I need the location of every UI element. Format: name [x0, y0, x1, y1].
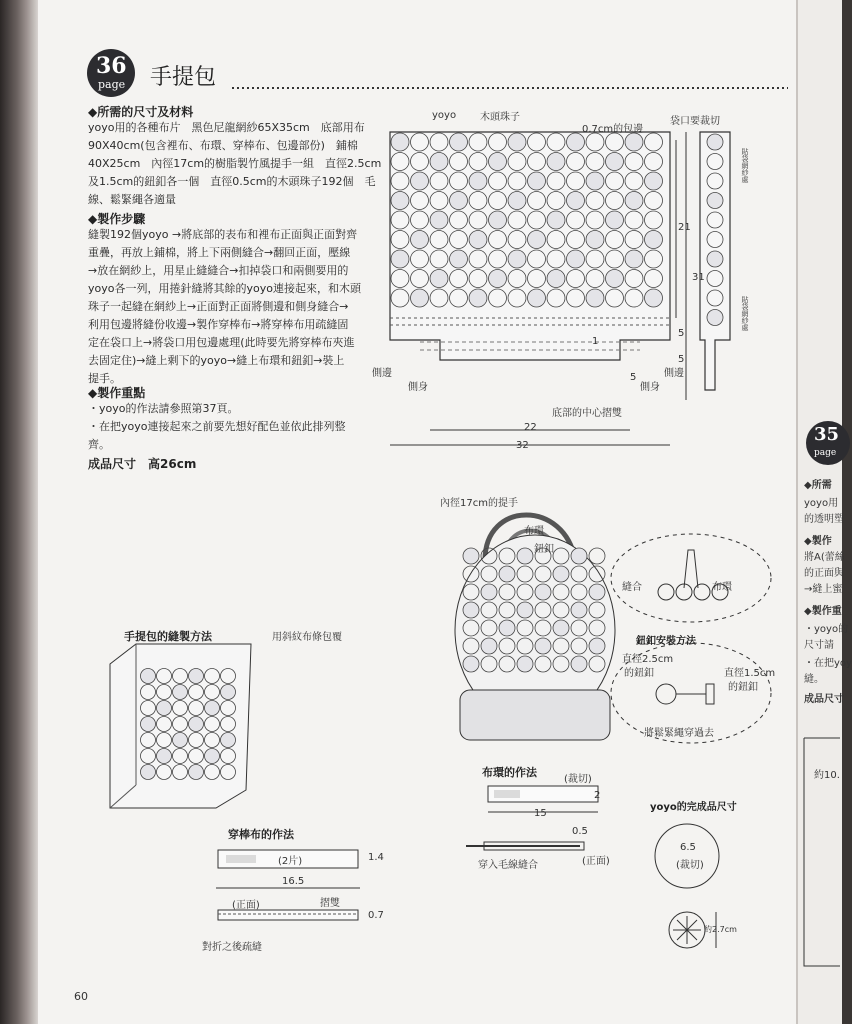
next-frag-10: 尺寸請	[804, 640, 834, 651]
yoyo-circle	[430, 153, 448, 171]
yoyo-circle	[508, 250, 526, 268]
loop-d15: 15	[534, 808, 547, 819]
next-frag-3: 的透明塑	[804, 514, 844, 525]
label-stitch: 縫合	[622, 582, 642, 593]
yoyo-circle	[391, 192, 409, 210]
yoyo-circle	[547, 153, 565, 171]
yoyo-circle	[189, 669, 204, 684]
label-d25b: 的鈕釦	[624, 668, 654, 679]
yoyo-circle	[645, 231, 663, 249]
book-spine	[0, 0, 38, 1024]
dim-21: 21	[678, 222, 691, 233]
yoyo-circle	[508, 192, 526, 210]
yoyo-circle	[469, 231, 487, 249]
yoyo-circle	[707, 251, 723, 267]
yoyo-circle	[535, 638, 551, 654]
loop-d2: 2	[594, 790, 601, 801]
yoyo-circle	[469, 289, 487, 307]
materials-heading: ◆所需的尺寸及材料	[88, 105, 194, 119]
yoyo-circle	[567, 133, 585, 151]
rod-d14: 1.4	[368, 852, 384, 863]
yoyo-circle	[173, 685, 188, 700]
yoyo-circle	[645, 289, 663, 307]
yoyo-circle	[707, 310, 723, 326]
yoyo-circle	[391, 133, 409, 151]
rod-note: 對折之後疏縫	[202, 942, 262, 953]
page-title: 手提包	[150, 65, 217, 90]
yoyo-circle	[571, 602, 587, 618]
next-frag-1: ◆所需	[804, 480, 832, 491]
label-mesh-top: 貼袋網紗處	[741, 148, 749, 183]
yoyo-circle	[567, 192, 585, 210]
label-bead: 木頭珠子	[480, 112, 520, 123]
yoyo-circle	[535, 584, 551, 600]
yoyo-circle	[489, 211, 507, 229]
next-frag-11: ・在把yoy	[804, 658, 852, 669]
yoyo-circle	[589, 548, 605, 564]
sewing-diagram	[106, 640, 256, 810]
loop-front: (正面)	[582, 856, 610, 867]
yoyo-circle	[547, 211, 565, 229]
label-yoyo: yoyo	[432, 110, 457, 121]
yoyo-circle	[517, 602, 533, 618]
label-button: 鈕釦	[534, 544, 554, 555]
yoyo-circle	[157, 749, 172, 764]
label-d25: 直徑2.5cm	[622, 654, 674, 665]
yoyo-circle	[141, 669, 156, 684]
yoyo-circle	[606, 270, 624, 288]
yoyo-circle	[606, 153, 624, 171]
points-text: ・yoyo的作法請參照第37頁。 ・在把yoyo連接起來之前要先想好配色並依此排列整 齊。	[88, 402, 346, 451]
loop-d05: 0.5	[572, 826, 588, 837]
yoyo-circle	[606, 211, 624, 229]
rod-pieces: (2片)	[278, 856, 303, 867]
loop-cut: (裁切)	[564, 774, 592, 785]
dim-1: 1	[592, 336, 599, 347]
next-frag-9: ・yoyo的	[804, 624, 849, 635]
label-cut-opening: 袋口要裁切	[670, 116, 720, 127]
yoyo-circle	[589, 584, 605, 600]
yoyo-circle	[553, 566, 569, 582]
label-gusset-left: 側身	[408, 382, 428, 393]
yoyo-circle	[157, 701, 172, 716]
yoyo-circle	[528, 172, 546, 190]
yoyo-circle	[450, 192, 468, 210]
yoyo-circle	[571, 656, 587, 672]
yoyo-circle	[173, 733, 188, 748]
label-mesh-bottom: 貼袋網紗處	[741, 296, 749, 331]
yoyo-circle	[707, 193, 723, 209]
rod-title: 穿棒布的作法	[228, 828, 294, 841]
label-side-left: 側邊	[372, 368, 392, 379]
label-elastic: 將鬆緊繩穿過去	[644, 728, 714, 739]
dim-31: 31	[692, 272, 705, 283]
yoyo-circle	[189, 717, 204, 732]
label-bias: 用斜紋布條包覆	[272, 632, 342, 643]
yoyo-circle	[508, 133, 526, 151]
page-badge-word: page	[98, 78, 126, 91]
yoyo-circle	[221, 733, 236, 748]
yoyo-circle	[625, 192, 643, 210]
yoyo-circle	[625, 250, 643, 268]
yoyo-circle	[586, 289, 604, 307]
yoyo-circle	[499, 566, 515, 582]
dim-22: 22	[524, 422, 537, 433]
dim-32: 32	[516, 440, 529, 451]
yoyo-circle	[571, 548, 587, 564]
next-frag-8: ◆製作重	[804, 606, 842, 617]
label-d15b: 的鈕釦	[728, 682, 758, 693]
rod-fold: 摺雙	[320, 898, 340, 909]
yoyo-d65: 6.5	[680, 842, 696, 853]
loop-title: 布環的作法	[482, 766, 537, 779]
next-frag-7: →縫上蜜	[804, 584, 843, 595]
yoyo-circle	[411, 172, 429, 190]
yoyo-circle	[517, 656, 533, 672]
steps-text: 縫製192個yoyo →將底部的表布和裡布正面與正面對齊 重疊，再放上鋪棉，將上下兩側縫合→翻回正面，壓線 →放在網紗上，用星止縫縫合→扣掉袋口和兩側要用的 yoyo各一列，用捲針縫將其餘的yoyo連接起來，和木頭 珠子一起縫在網紗上→正面對正面將側邊和側身縫合→ 利用包邊將縫份收邊→製作穿棒布→將穿棒布用疏縫固 定在袋口上→將袋口用包邊處理(此時要先將穿棒布夾進 去固定住)→縫上剩下的yoyo→縫上布環和鈕釦→裝上 提手。	[88, 228, 361, 385]
yoyo-circle	[589, 638, 605, 654]
yoyo-circle	[499, 620, 515, 636]
yoyo-circle	[391, 250, 409, 268]
yoyo-cut: (裁切)	[676, 860, 704, 871]
next-frag-4: ◆製作	[804, 536, 832, 547]
label-loop-2: 布環	[712, 582, 732, 593]
yoyo-circle	[586, 172, 604, 190]
label-binding: 0.7cm的包邊	[582, 124, 644, 135]
next-frag-2: yoyo用	[804, 498, 839, 509]
yoyo-circle	[489, 270, 507, 288]
yoyo-circle	[645, 172, 663, 190]
yoyo-size-diagram	[652, 820, 742, 960]
rod-d07: 0.7	[368, 910, 384, 921]
yoyo-circle	[463, 656, 479, 672]
sewing-title: 手提包的縫製方法	[124, 630, 212, 643]
page-badge-number: 36	[96, 53, 127, 79]
yoyo-circle	[625, 133, 643, 151]
label-side-right: 側邊	[664, 368, 684, 379]
rod-d165: 16.5	[282, 876, 305, 887]
next-frag-14: 約10.	[814, 770, 840, 781]
yoyo-circle	[489, 153, 507, 171]
yoyo-circle	[205, 701, 220, 716]
label-loop: 布環	[524, 526, 544, 537]
label-center-fold: 底部的中心摺雙	[552, 408, 622, 419]
label-handle: 內徑17cm的提手	[440, 498, 518, 509]
button-method-title: 鈕釦安裝方法	[636, 636, 696, 647]
yoyo-size-title: yoyo的完成品尺寸	[650, 802, 737, 813]
yoyo-circle	[567, 250, 585, 268]
yoyo-circle	[517, 548, 533, 564]
next-frag-5: 將A(蕾絲	[804, 552, 845, 563]
yoyo-circle	[221, 685, 236, 700]
yoyo-d27: 約2.7cm	[704, 925, 737, 934]
next-frag-13: 成品尺寸	[804, 694, 844, 705]
yoyo-circle	[547, 270, 565, 288]
yoyo-circle	[450, 133, 468, 151]
yoyo-circle	[707, 134, 723, 150]
finished-size: 成品尺寸 高26cm	[88, 457, 197, 471]
loop-thread: 穿入毛線縫合	[478, 860, 538, 871]
yoyo-circle	[189, 765, 204, 780]
label-gusset-right: 側身	[640, 382, 660, 393]
yoyo-circle	[141, 765, 156, 780]
points-heading: ◆製作重點	[88, 386, 146, 400]
page-number: 60	[74, 990, 88, 1003]
yoyo-circle	[430, 270, 448, 288]
rod-front: (正面)	[232, 900, 260, 911]
steps-heading: ◆製作步驟	[88, 212, 146, 226]
yoyo-circle	[430, 211, 448, 229]
label-d15: 直徑1.5cm	[724, 668, 776, 679]
yoyo-circle	[411, 289, 429, 307]
dim-5-c: 5	[630, 372, 637, 383]
next-page-word: page	[814, 448, 837, 458]
yoyo-circle	[586, 231, 604, 249]
yoyo-circle	[205, 749, 220, 764]
yoyo-circle	[141, 717, 156, 732]
dim-5-b: 5	[678, 354, 685, 365]
yoyo-circle	[481, 584, 497, 600]
next-frag-6: 的正面與	[804, 568, 844, 579]
yoyo-circle	[553, 620, 569, 636]
materials-text: yoyo用的各種布片 黑色尼龍網紗65X35cm 底部用布 90X40cm(包含裡布、布環、穿棒布、包邊部份) 鋪棉 40X25cm 內徑17cm的樹脂製竹風提手一組 直徑2.5cm 及1.5cm的鈕釦各一個 直徑0.5cm的木頭珠子192個 毛 線、鬆緊繩各適量	[88, 121, 382, 206]
yoyo-circle	[463, 602, 479, 618]
dim-5-a: 5	[678, 328, 685, 339]
next-page-number: 35	[814, 424, 840, 445]
yoyo-circle	[411, 231, 429, 249]
yoyo-circle	[463, 548, 479, 564]
next-frag-12: 縫。	[804, 674, 824, 685]
yoyo-circle	[528, 289, 546, 307]
yoyo-circle	[450, 250, 468, 268]
yoyo-circle	[528, 231, 546, 249]
yoyo-circle	[469, 172, 487, 190]
yoyo-circle	[481, 638, 497, 654]
title-dotted-rule	[232, 86, 788, 90]
